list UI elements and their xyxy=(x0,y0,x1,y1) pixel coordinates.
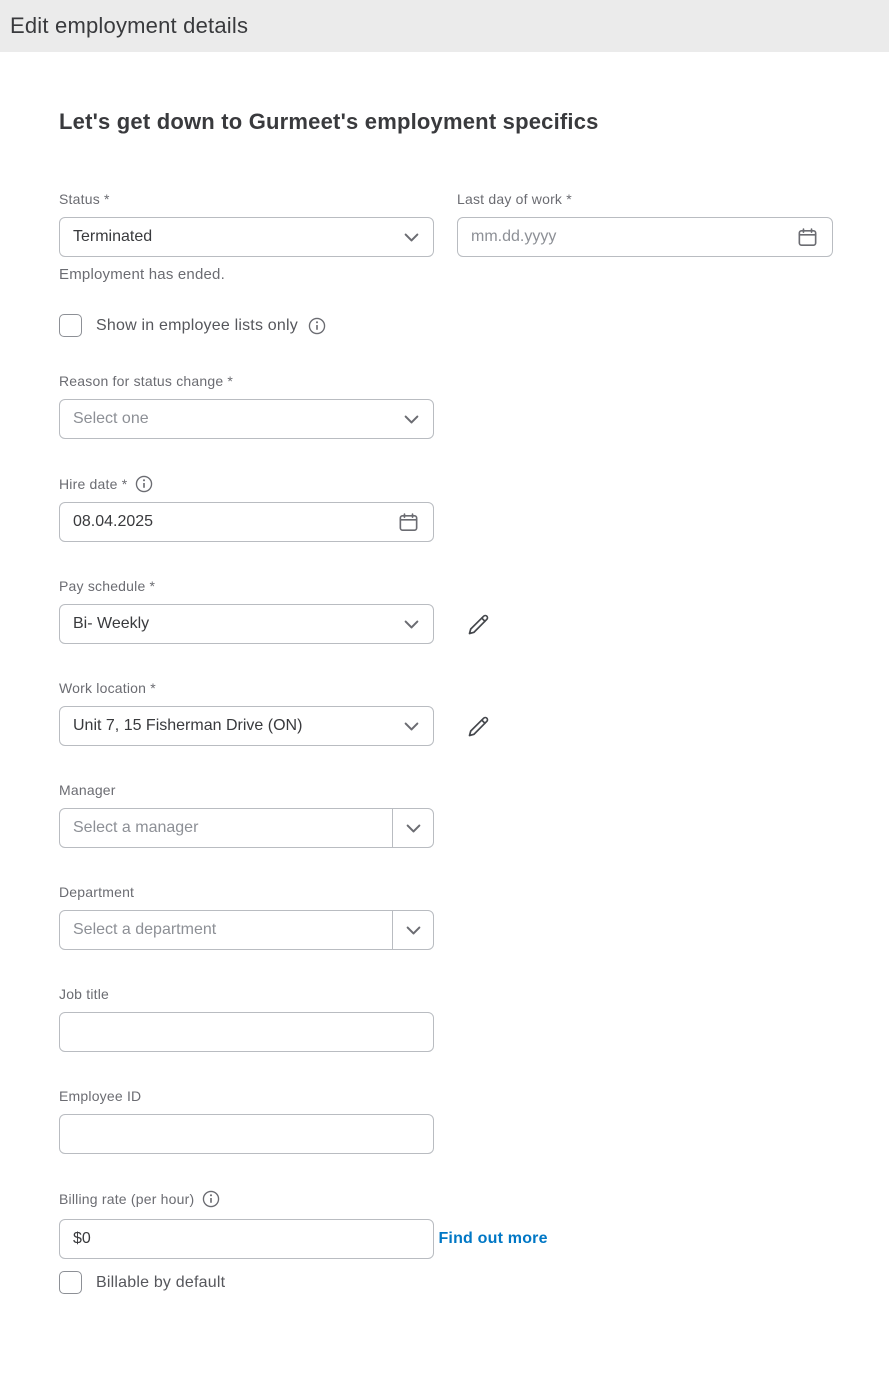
section-heading: Let's get down to Gurmeet's employment specifics xyxy=(59,109,599,134)
employee-id-input[interactable] xyxy=(59,1114,434,1154)
chevron-down-icon xyxy=(403,411,420,428)
department-label: Department xyxy=(59,884,135,900)
show-in-lists-checkbox[interactable] xyxy=(59,314,82,337)
department-placeholder: Select a department xyxy=(73,921,217,938)
status-value: Terminated xyxy=(73,228,153,245)
calendar-icon[interactable] xyxy=(796,226,819,249)
pencil-icon xyxy=(465,713,492,740)
work-location-value: Unit 7, 15 Fisherman Drive (ON) xyxy=(73,717,303,734)
chevron-down-icon xyxy=(405,820,422,837)
pay-schedule-label: Pay schedule * xyxy=(59,578,156,594)
last-day-input-wrap xyxy=(457,217,833,257)
billable-row xyxy=(59,1271,889,1294)
employment-form xyxy=(59,191,889,1294)
work-location-dropdown[interactable] xyxy=(59,706,434,746)
billing-rate-label: Billing rate (per hour) xyxy=(59,1190,195,1207)
chevron-down-icon xyxy=(403,229,420,246)
page-title: Edit employment details xyxy=(10,13,249,38)
pencil-icon xyxy=(465,611,492,638)
chevron-down-icon xyxy=(403,718,420,735)
billable-label: Billable by default xyxy=(96,1273,226,1291)
edit-work-location-button[interactable] xyxy=(465,713,492,740)
info-icon[interactable] xyxy=(202,1190,220,1208)
job-title-field-group xyxy=(59,986,889,1052)
billing-rate-label-row xyxy=(59,1190,889,1208)
status-field-group xyxy=(59,191,434,337)
last-day-column xyxy=(457,191,833,373)
page-header xyxy=(0,0,889,52)
department-dropdown[interactable] xyxy=(59,910,434,950)
top-row xyxy=(59,191,889,373)
status-helper-text: Employment has ended. xyxy=(59,266,225,283)
dropdown-toggle[interactable] xyxy=(392,809,433,847)
hire-date-input-wrap xyxy=(59,502,434,542)
work-location-field-group xyxy=(59,680,889,746)
billable-checkbox[interactable] xyxy=(59,1271,82,1294)
hire-date-input[interactable] xyxy=(73,503,397,541)
reason-dropdown[interactable] xyxy=(59,399,434,439)
manager-field-group xyxy=(59,782,889,848)
form-content xyxy=(0,52,889,1370)
employee-id-field-group xyxy=(59,1088,889,1154)
chevron-down-icon xyxy=(405,922,422,939)
manager-label: Manager xyxy=(59,782,116,798)
job-title-label: Job title xyxy=(59,986,110,1002)
info-icon[interactable] xyxy=(135,475,153,493)
reason-field-group xyxy=(59,373,889,439)
job-title-input[interactable] xyxy=(59,1012,434,1052)
work-location-row xyxy=(59,706,889,746)
show-in-lists-label: Show in employee lists only xyxy=(96,316,298,334)
hire-date-field-group xyxy=(59,475,889,542)
calendar-icon[interactable] xyxy=(397,511,420,534)
chevron-down-icon xyxy=(403,616,420,633)
billing-rate-input[interactable] xyxy=(59,1219,434,1259)
department-field-group xyxy=(59,884,889,950)
pay-schedule-field-group xyxy=(59,578,889,644)
pay-schedule-dropdown[interactable] xyxy=(59,604,434,644)
find-out-more-link[interactable]: Find out more xyxy=(438,1230,548,1247)
employee-id-label: Employee ID xyxy=(59,1088,142,1104)
last-day-field-group xyxy=(457,191,833,257)
edit-pay-schedule-button[interactable] xyxy=(465,611,492,638)
reason-placeholder: Select one xyxy=(73,410,149,427)
show-in-lists-row xyxy=(59,314,434,337)
dropdown-toggle[interactable] xyxy=(392,911,433,949)
manager-placeholder: Select a manager xyxy=(73,819,199,836)
status-dropdown[interactable] xyxy=(59,217,434,257)
status-column xyxy=(59,191,434,373)
last-day-label: Last day of work * xyxy=(457,191,572,207)
info-icon[interactable] xyxy=(308,317,326,335)
status-label: Status * xyxy=(59,191,110,207)
pay-schedule-row xyxy=(59,604,889,644)
manager-dropdown[interactable] xyxy=(59,808,434,848)
last-day-input[interactable] xyxy=(471,218,796,256)
billing-rate-field-group xyxy=(59,1190,889,1294)
work-location-label: Work location * xyxy=(59,680,156,696)
hire-date-label-row xyxy=(59,475,889,493)
reason-label: Reason for status change * xyxy=(59,373,234,389)
hire-date-label: Hire date * xyxy=(59,475,128,492)
pay-schedule-value: Bi- Weekly xyxy=(73,615,150,632)
